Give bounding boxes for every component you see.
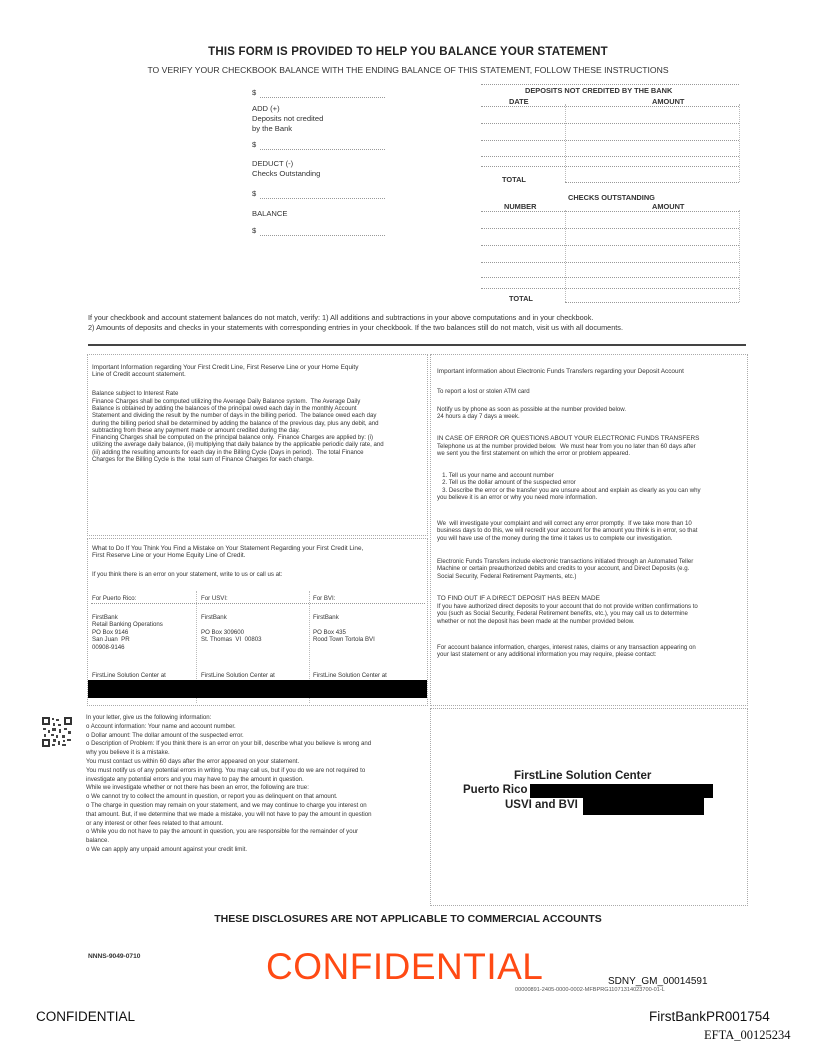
table-row-line: [481, 228, 739, 229]
table-row-line: [481, 140, 739, 141]
checks-table-title: CHECKS OUTSTANDING: [568, 193, 655, 202]
bvi-address: FirstBank PO Box 435 Rood Town Tortola BVI: [313, 614, 375, 644]
dollar-sign: $: [252, 140, 257, 149]
checks-outstanding-label: Checks Outstanding: [252, 169, 321, 178]
solution-center-usvi-bvi: USVI and BVI: [505, 799, 578, 811]
table-row-line: [481, 277, 739, 278]
table-row-line: [481, 211, 739, 212]
solution-center-title: FirstLine Solution Center: [514, 770, 652, 782]
dollar-sign: $: [252, 88, 257, 97]
finance-charges-paragraph: Finance Charges shall be computed utilizing the Average Daily Balance system. The Average Daily Balance is obtained by adding the balances of the principal owed each day in the monthly Account Statement and dividing the result by the number of days in the billing period. The balance owed each day during the billing period shall be determined by adding the balance of the previous day, plus any debit, and subtracting from these any payment made or amount credited during the day.: [92, 397, 379, 435]
table-row-line: [481, 106, 739, 107]
address-table-line: [91, 603, 425, 604]
form-code: NNNS-9049-0710: [88, 953, 141, 960]
amount-column-header: AMOUNT: [652, 97, 685, 106]
form-subtitle: TO VERIFY YOUR CHECKBOOK BALANCE WITH THE ENDING BALANCE OF THIS STATEMENT, FOLLOW THESE INSTRUCTIONS: [147, 65, 669, 75]
redaction-box: [530, 784, 713, 798]
dollar-sign: $: [252, 226, 257, 235]
puerto-rico-header: For Puerto Rico:: [92, 595, 137, 602]
column-divider: [739, 104, 740, 182]
worksheet-line: [260, 198, 385, 199]
total-line: [565, 302, 739, 303]
number-column-header: NUMBER: [504, 202, 537, 211]
worksheet-line: [260, 97, 385, 98]
total-line: [565, 182, 739, 183]
error-heading: IN CASE OF ERROR OR QUESTIONS ABOUT YOUR ELECTRONIC FUNDS TRANSFERS: [437, 435, 700, 442]
dollar-sign: $: [252, 189, 257, 198]
worksheet-line: [260, 235, 385, 236]
redaction-box: [583, 798, 704, 815]
document-code: 00000891-2405-0000-0002-MFBPRG11071314023700-01-L: [515, 987, 665, 993]
report-lost-card: To report a lost or stolen ATM card: [437, 388, 530, 395]
solution-center-usvi: FirstLine Solution Center at: [201, 672, 275, 679]
usvi-address: FirstBank PO Box 309600 St. Thomas VI 00803: [201, 614, 262, 644]
solution-center-pr: FirstLine Solution Center at: [92, 672, 166, 679]
direct-deposit-body: If you have authorized direct deposits to your account that do not provide written confirmations to you (such as Social Security, Federal Retirement benefits, etc.), you may call us to determine whether or not the deposit has been made at the number provided below.: [437, 603, 698, 625]
error-body: Telephone us at the number provided below. We must hear from you no later than 60 days after we sent you the first statement on which the error or problem appeared.: [437, 443, 696, 458]
deduct-label: DEDUCT (-): [252, 159, 294, 168]
table-row-line: [481, 156, 739, 157]
checks-total-label: TOTAL: [509, 294, 533, 303]
investigate-paragraph: We will investigate your complaint and will correct any error promptly. If we take more than 10 business days to do this, we will recredit your account for the amount you think is in error, so that you will have use of the money during the time it takes us to complete our investigation.: [437, 520, 698, 542]
mistake-intro: If you think there is an error on your statement, write to us or call us at:: [92, 571, 283, 578]
credit-line-heading: Important Information regarding Your First Credit Line, First Reserve Line or your Home Equity Line of Credit account statement.: [92, 364, 359, 379]
table-row-line: [481, 123, 739, 124]
deposits-total-label: TOTAL: [502, 175, 526, 184]
puerto-rico-address: FirstBank Retail Banking Operations PO Box 9146 San Juan PR 00908-9146: [92, 614, 163, 651]
table-row-line: [481, 288, 739, 289]
verify-line-2: 2) Amounts of deposits and checks in your statements with corresponding entries in your checkbook. If the two balances still do not match, visit us with all documents.: [88, 323, 623, 332]
verify-line-1: If your checkbook and account statement balances do not match, verify: 1) All additions and subtractions in your above computations and in your checkbook.: [88, 313, 594, 322]
financing-charges-paragraph: Financing Charges shall be computed on the principal balance only. Finance Charges are applied by: (i) utilizing the average daily balance, (ii) multiplying that daily balance by the applicable periodic daily rate, and (iii) adding the resulting amounts for each day in the Billing Cycle (Days in period). The total Finance Charges for the Billing Cycle is the total sum of Finance Charges for each charge.: [92, 434, 384, 464]
efta-number: EFTA_00125234: [704, 1028, 791, 1042]
redaction-box: [88, 680, 427, 698]
direct-deposit-heading: TO FIND OUT IF A DIRECT DEPOSIT HAS BEEN MADE: [437, 595, 600, 602]
section-divider: [88, 344, 746, 346]
table-row-line: [481, 245, 739, 246]
bvi-header: For BVI:: [313, 595, 336, 602]
solution-center-bvi: FirstLine Solution Center at: [313, 672, 387, 679]
deposits-table-title: DEPOSITS NOT CREDITED BY THE BANK: [525, 86, 673, 95]
solution-center-puerto-rico: Puerto Rico: [463, 784, 528, 796]
amount-column-header: AMOUNT: [652, 202, 685, 211]
qr-code-icon: [42, 717, 72, 747]
balance-label: BALANCE: [252, 209, 288, 218]
mistake-heading: What to Do If You Think You Find a Mistake on Your Statement Regarding your First Credit Line, First Reserve Line or your Home Equity Line of Credit.: [92, 545, 364, 560]
table-row-line: [481, 166, 739, 167]
date-column-header: DATE: [509, 97, 529, 106]
eft-definition: Electronic Funds Transfers include electronic transactions initiated through an Automated Teller Machine or certain preauthorized debits and credits to your account, and Direct Deposits (e.g. Social Security, Federal Retirement Payments, etc.): [437, 558, 694, 580]
worksheet-line: [260, 149, 385, 150]
notify-by-phone: Notify us by phone as soon as possible at the number provided below. 24 hours a day 7 days a week.: [437, 406, 627, 421]
eft-heading: Important information about Electronic Funds Transfers regarding your Deposit Account: [437, 368, 684, 375]
column-divider: [739, 210, 740, 302]
column-divider: [565, 104, 566, 182]
confidential-stamp: CONFIDENTIAL: [266, 946, 544, 987]
add-label: ADD (+): [252, 104, 280, 113]
by-the-bank-label: by the Bank: [252, 124, 293, 133]
footer-bates-number: FirstBankPR001754: [649, 1009, 770, 1024]
footer-confidential: CONFIDENTIAL: [36, 1009, 136, 1024]
form-title: THIS FORM IS PROVIDED TO HELP YOU BALANCE YOUR STATEMENT: [208, 46, 608, 58]
sdny-bates-number: SDNY_GM_00014591: [608, 976, 708, 987]
table-top-line: [481, 84, 739, 85]
letter-instructions: In your letter, give us the following information: o Account information: Your name and account number. o Dollar amount: The dollar amount of the suspected error. o Description of Problem: If you think there is an error on your bill, describe what you believe is wrong and why you believe it is a mistake. You must contact us within 60 days after the error appeared on your statement. You must notify us of any potential errors in writing. You may call us, but if you do we are not required to investigate any potential errors and you may have to pay the amount in question. While we investigate whether or not there has been an error, the following are true: o We cannot try to collect the amount in question, or report you as delinquent on that amount. o The charge in question may remain on your statement, and we may continue to charge you interest on that amount. But, if we determine that we made a mistake, you will not have to pay the amount in question or any interest or other fees related to that amount. o While you do not have to pay the amount in question, you are responsible for the remainder of your balance. o We can apply any unpaid amount against your credit limit.: [86, 714, 372, 853]
deposits-not-credited-label: Deposits not credited: [252, 114, 324, 123]
commercial-accounts-notice: THESE DISCLOSURES ARE NOT APPLICABLE TO COMMERCIAL ACCOUNTS: [214, 913, 602, 925]
table-row-line: [481, 262, 739, 263]
balance-info: For account balance information, charges, interest rates, claims or any transaction appearing on your last statement or any additional information you may require, please contact:: [437, 644, 696, 659]
error-steps: 1. Tell us your name and account number 2. Tell us the dollar amount of the suspected error 3. Describe the error or the transfer you are unsure about and explain as clearly as you can why you believe it is an error or why you need more information.: [437, 472, 701, 502]
usvi-header: For USVI:: [201, 595, 228, 602]
interest-rate-subheading: Balance subject to Interest Rate: [92, 390, 179, 397]
